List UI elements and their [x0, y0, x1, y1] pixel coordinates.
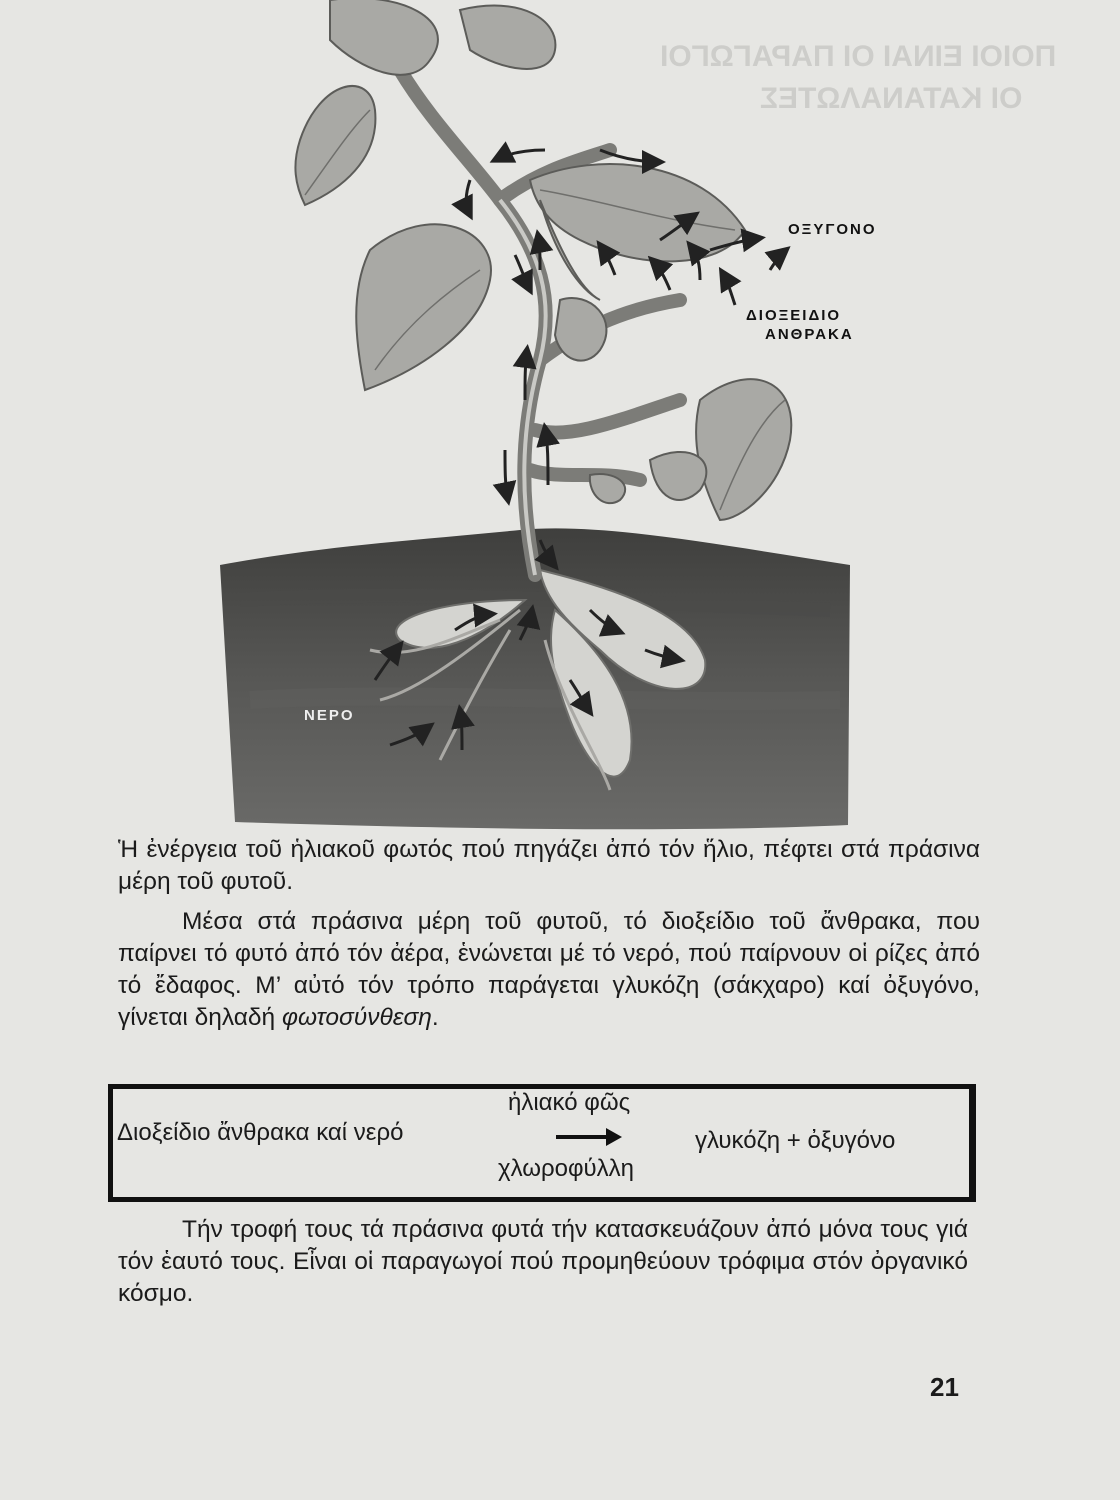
- equation-condition-bottom: χλωροφύλλη: [498, 1155, 635, 1182]
- equation-arrow-head: [606, 1128, 622, 1146]
- paragraph-photosynthesis-main: Μέσα στά πράσινα μέρη τοῦ φυτοῦ, τό διοξείδιο τοῦ ἄνθρακα, που παίρνει τό φυτό ἀπό τόν ἀέρα, ἑνώνεται μέ τό νερό, πού παίρνουν οἱ ρίζες ἀπό τό ἔδαφος. Μ’ αὐτό τόν τρόπο παράγεται γλυκόζη (σάκχαρο) καί ὀξυγόνο, γίνεται δηλαδή: [118, 908, 980, 1031]
- paragraph-sunlight: Ἡ ἐνέργεια τοῦ ἡλιακοῦ φωτός πού πηγάζει ἀπό τόν ἥλιο, πέφτει στά πράσινα μέρη τοῦ φυτοῦ.: [118, 836, 980, 895]
- label-co2-line2: ΑΝΘΡΑΚΑ: [765, 326, 854, 343]
- equation-arrow: [556, 1135, 608, 1139]
- label-water: ΝΕΡΟ: [304, 707, 355, 724]
- bleed-through-text: ΠΟΙΟΙ ΕΙΝΑΙ ΟΙ ΠΑΡΑΓΩΓΟΙ: [660, 40, 1057, 73]
- paragraph-producers: Τήν τροφή τους τά πράσινα φυτά τήν κατασκευάζουν ἀπό μόνα τους γιά τόν ἑαυτό τους. Εἶναι οἱ παραγωγοί πού προμηθεύουν τρόφιμα στόν ὀργανικό κόσμο.: [118, 1216, 968, 1307]
- page-number: 21: [930, 1372, 959, 1402]
- label-co2-line1: ΔΙΟΞΕΙΔΙΟ: [746, 307, 842, 324]
- equation-products: γλυκόζη + ὀξυγόνο: [695, 1127, 896, 1154]
- photosynthesis-equation-box: [108, 1084, 976, 1202]
- bleed-through-text: ΟΙ ΚΑΤΑΝΑΛΩΤΕΣ: [760, 82, 1023, 115]
- leaves: [295, 0, 791, 520]
- equation-condition-top: ἡλιακό φῶς: [508, 1089, 631, 1116]
- paragraph-photosynthesis-end: .: [431, 1004, 439, 1031]
- label-oxygen: ΟΞΥΓΟΝΟ: [788, 221, 877, 238]
- equation-reactants: Διοξείδιο ἄνθρακα καί νερό: [117, 1119, 404, 1146]
- photosynthesis-term: φωτοσύνθεση: [282, 1004, 432, 1031]
- paragraph-photosynthesis: [118, 906, 980, 1034]
